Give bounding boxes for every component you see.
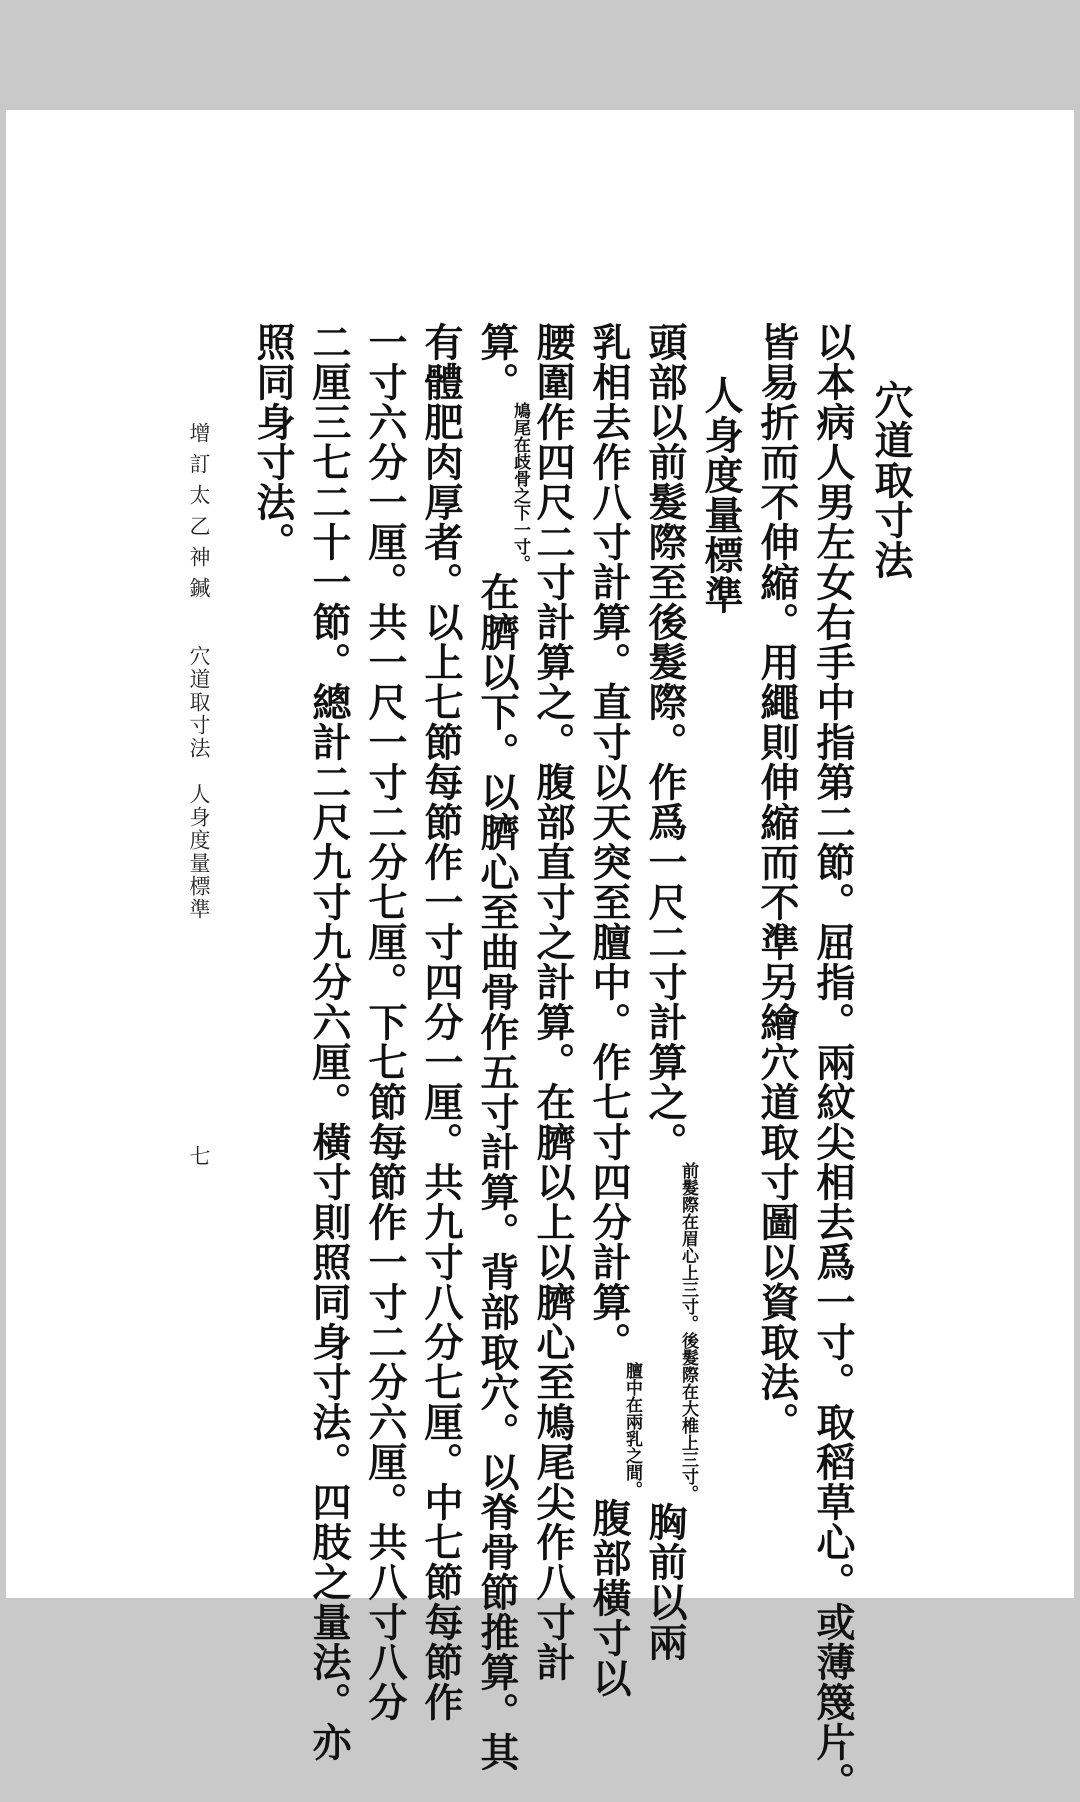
line-text: 胸前以兩 [642, 1502, 688, 1662]
book-page [6, 110, 1074, 1802]
line-text: 頭部以前髮際至後髮際。作爲一尺二寸計算之。 [642, 322, 688, 1162]
running-footer-title: 增訂太乙神鍼 [187, 422, 211, 608]
section-heading: 穴道取寸法 [868, 380, 914, 580]
annotation-note: 前髮際在眉心上三寸。後髮際在大椎上三寸。 [678, 1162, 698, 1502]
paragraph-line: 二厘三七二十一節。總計二尺九寸九分六厘。橫寸則照同身寸法。四肢之量法。亦 [306, 322, 352, 1762]
paragraph-line: 腰圍作四尺二寸計算之。腹部直寸之計算。在臍以上以臍心至鳩尾尖作八寸計 [530, 322, 576, 1682]
paragraph-line: 照同身寸法。 [250, 322, 296, 562]
line-text: 乳相去作八寸計算。直寸以天突至膻中。作七寸四分計算。 [586, 322, 632, 1362]
subsection-heading: 人身度量標準 [698, 375, 744, 615]
paragraph-line: 皆易折而不伸縮。用繩則伸縮而不準另繪穴道取寸圖以資取法。 [754, 322, 800, 1442]
annotation-note: 鳩尾在歧骨之下一寸。 [510, 402, 530, 572]
paragraph-line [634, 322, 696, 1662]
paragraph-line [578, 322, 640, 1698]
paragraph-line [466, 322, 528, 1772]
paragraph-line: 一寸六分一厘。共一尺一寸二分七厘。下七節每節作一寸二分六厘。共八寸八分 [362, 322, 408, 1722]
line-text: 腹部橫寸以 [586, 1498, 632, 1698]
running-footer-section: 穴道取寸法 人身度量標準 [187, 645, 211, 921]
paragraph-line: 以本病人男左女右手中指第二節。屈指。兩紋尖相去爲一寸。取稻草心。或薄篾片。 [810, 322, 856, 1802]
annotation-note: 膻中在兩乳之間。 [622, 1362, 642, 1498]
line-text: 在臍以下。以臍心至曲骨作五寸計算。背部取穴。以脊骨節推算。其 [474, 572, 520, 1772]
line-text: 算。 [474, 322, 520, 402]
page-number: 七 [187, 1145, 211, 1176]
paragraph-line: 有體肥肉厚者。以上七節每節作一寸四分一厘。共九寸八分七厘。中七節每節作 [418, 322, 464, 1722]
